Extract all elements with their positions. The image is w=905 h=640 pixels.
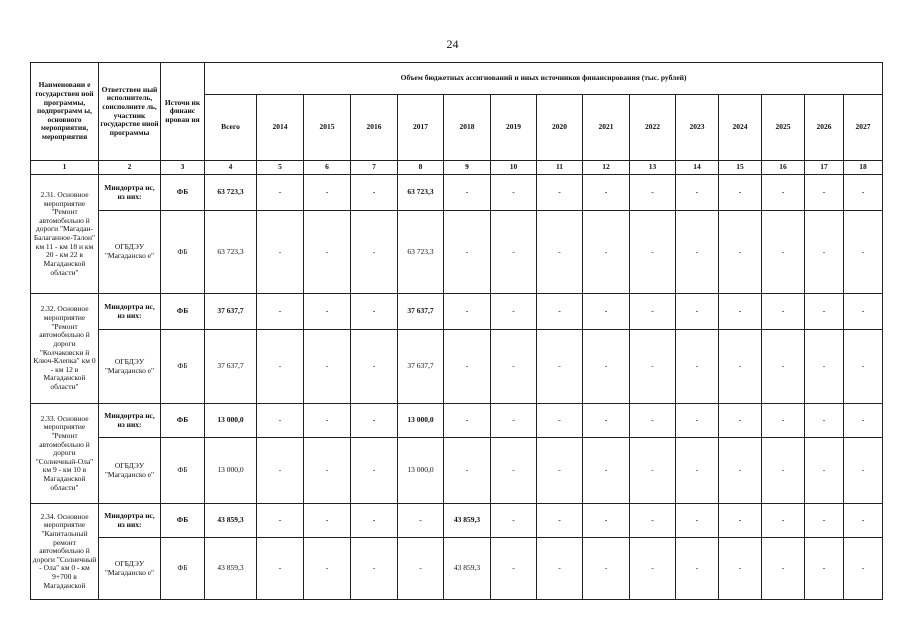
year-value-cell: - [719,330,762,404]
year-value-cell: - [719,175,762,211]
total-cell: 37 637,7 [205,294,257,330]
year-value-cell: - [676,504,719,538]
measure-name: 2.32. Основное мероприятие "Ремонт автомобильно й дороги "Колчаковски й Ключ-Клепка" км 0 - км 12 в Магаданской области" [31,294,99,404]
year-value-cell: - [719,211,762,294]
year-value-cell: - [583,175,630,211]
budget-table [30,62,883,600]
total-cell: 13 000,0 [205,404,257,438]
year-value-cell: - [257,211,304,294]
year-value-cell: - [805,404,844,438]
year-value-cell: - [583,330,630,404]
year-value-cell: - [762,294,805,330]
column-number: 5 [257,161,304,175]
source-cell: ФБ [161,211,205,294]
column-number: 9 [444,161,491,175]
year-value-cell: - [444,175,491,211]
header-year: 2016 [351,95,398,161]
header-year: 2021 [583,95,630,161]
year-value-cell: - [583,538,630,600]
total-cell: 43 859,3 [205,504,257,538]
year-value-cell: - [257,538,304,600]
header-name: Наименовани е государствен ной программы, подпрограмм ы, основного мероприятия, мероприятия [31,63,99,161]
year-value-cell: - [351,538,398,600]
column-number: 3 [161,161,205,175]
header-year: 2027 [844,95,883,161]
year-value-cell: 37 637,7 [398,294,444,330]
year-value-cell: - [491,175,537,211]
responsible-cell: Миндортра нс, из них: [99,175,161,211]
header-row [31,63,883,95]
year-value-cell: - [805,538,844,600]
year-value-cell: - [444,330,491,404]
source-cell: ФБ [161,404,205,438]
year-value-cell: - [583,438,630,504]
year-value-cell: - [491,211,537,294]
year-value-cell: - [844,211,883,294]
table-row-main [31,404,883,438]
year-value-cell: - [762,438,805,504]
year-value-cell: - [844,504,883,538]
year-value-cell: - [491,438,537,504]
responsible-cell: ОГБДЭУ "Магаданско е" [99,538,161,600]
year-value-cell: - [844,538,883,600]
column-number: 15 [719,161,762,175]
year-value-cell: - [762,330,805,404]
year-value-cell: - [630,330,676,404]
year-value-cell: - [676,294,719,330]
table-body [31,175,883,600]
year-value-cell: 13 000,0 [398,438,444,504]
year-value-cell: - [805,175,844,211]
responsible-cell: ОГБДЭУ "Магаданско е" [99,438,161,504]
responsible-cell: Миндортра нс, из них: [99,294,161,330]
year-value-cell: - [630,438,676,504]
header-responsible: Ответствен ный исполнитель, соисполните ль, участник государстве нной программы [99,63,161,161]
column-number: 17 [805,161,844,175]
year-value-cell: - [351,330,398,404]
year-value-cell: - [537,538,583,600]
source-cell: ФБ [161,538,205,600]
year-value-cell: - [257,504,304,538]
year-value-cell: - [719,294,762,330]
header-year: 2024 [719,95,762,161]
year-value-cell: - [351,438,398,504]
year-value-cell: - [491,294,537,330]
measure-name: 2.33. Основное мероприятие "Ремонт автомобильно й дороги "Солнечный-Ола" км 9 - км 10 в Магаданской области" [31,404,99,504]
year-value-cell: - [304,330,351,404]
year-value-cell: - [351,294,398,330]
year-value-cell: - [630,504,676,538]
year-value-cell: - [762,404,805,438]
year-value-cell: - [304,404,351,438]
year-value-cell: - [537,438,583,504]
header-year: 2020 [537,95,583,161]
year-value-cell: - [719,438,762,504]
source-cell: ФБ [161,438,205,504]
year-value-cell: - [844,175,883,211]
table-row-main [31,294,883,330]
year-value-cell: - [444,404,491,438]
year-value-cell: - [257,330,304,404]
source-cell: ФБ [161,504,205,538]
measure-name: 2.34. Основное мероприятие "Капитальный ремонт автомобильно й дороги "Солнечный - Ола" км 0 - км 9+700 в Магаданской [31,504,99,600]
table-row-sub [31,538,883,600]
header-year: 2015 [304,95,351,161]
header-source: Источн ик финанс ирован ия [161,63,205,161]
table-row-sub [31,438,883,504]
year-value-cell: - [537,211,583,294]
year-value-cell: - [257,404,304,438]
year-value-cell: - [257,175,304,211]
year-value-cell: - [537,294,583,330]
year-value-cell: - [444,294,491,330]
source-cell: ФБ [161,330,205,404]
responsible-cell: ОГБДЭУ "Магаданско е" [99,211,161,294]
year-value-cell: - [676,330,719,404]
year-value-cell: - [304,438,351,504]
year-value-cell: - [676,538,719,600]
table-row-main [31,504,883,538]
column-number: 7 [351,161,398,175]
header-total: Всего [205,95,257,161]
total-cell: 13 000,0 [205,438,257,504]
total-cell: 43 859,3 [205,538,257,600]
table-row-main [31,175,883,211]
column-number: 1 [31,161,99,175]
total-cell: 63 723,3 [205,211,257,294]
year-value-cell: - [805,330,844,404]
header-year: 2019 [491,95,537,161]
year-value-cell: - [676,404,719,438]
year-value-cell: - [719,404,762,438]
year-value-cell: - [257,294,304,330]
responsible-cell: Миндортра нс, из них: [99,504,161,538]
year-value-cell: - [676,175,719,211]
source-cell: ФБ [161,294,205,330]
year-value-cell: - [630,404,676,438]
header-volume: Объем бюджетных ассигнований и иных источников финансирования (тыс. рублей) [205,63,883,95]
header-year: 2022 [630,95,676,161]
total-cell: 37 637,7 [205,330,257,404]
year-value-cell: - [537,330,583,404]
column-number: 4 [205,161,257,175]
year-value-cell: - [844,330,883,404]
year-value-cell: - [630,538,676,600]
year-value-cell: - [304,504,351,538]
year-value-cell: - [537,404,583,438]
header-year: 2023 [676,95,719,161]
year-value-cell: - [630,175,676,211]
year-value-cell: - [844,438,883,504]
year-value-cell: - [537,504,583,538]
measure-name: 2.31. Основное мероприятие "Ремонт автомобильно й дороги "Магадан-Балаганное-Талон" км 11 - км 18 и км 20 - км 22 в Магаданской области" [31,175,99,294]
year-value-cell: - [762,504,805,538]
column-number: 18 [844,161,883,175]
column-number: 16 [762,161,805,175]
year-value-cell: - [351,404,398,438]
year-value-cell: 63 723,3 [398,211,444,294]
year-value-cell: - [805,438,844,504]
year-value-cell: - [844,294,883,330]
year-value-cell: - [676,211,719,294]
year-value-cell: - [583,211,630,294]
year-value-cell: - [491,538,537,600]
responsible-cell: Миндортра нс, из них: [99,404,161,438]
year-value-cell: - [491,404,537,438]
source-cell: ФБ [161,175,205,211]
column-number: 12 [583,161,630,175]
year-value-cell: - [719,504,762,538]
column-number: 14 [676,161,719,175]
year-value-cell: - [762,175,805,211]
year-value-cell: - [304,294,351,330]
column-number: 13 [630,161,676,175]
header-year: 2025 [762,95,805,161]
year-value-cell: - [491,504,537,538]
year-value-cell: - [762,538,805,600]
year-value-cell: - [537,175,583,211]
year-value-cell: - [304,211,351,294]
year-value-cell: - [583,404,630,438]
year-value-cell: - [583,504,630,538]
year-value-cell: - [491,330,537,404]
header-year: 2014 [257,95,304,161]
header-year: 2018 [444,95,491,161]
year-value-cell: - [351,175,398,211]
year-value-cell: - [351,504,398,538]
column-number: 11 [537,161,583,175]
page-number: 24 [446,37,459,51]
table-row-sub [31,211,883,294]
year-value-cell: - [583,294,630,330]
responsible-cell: ОГБДЭУ "Магаданско е" [99,330,161,404]
year-value-cell: 37 637,7 [398,330,444,404]
column-number: 10 [491,161,537,175]
year-value-cell: - [398,504,444,538]
year-value-cell: - [844,404,883,438]
year-value-cell: - [719,538,762,600]
header-year: 2026 [805,95,844,161]
year-value-cell: 43 859,3 [444,538,491,600]
year-value-cell: 13 000,0 [398,404,444,438]
year-value-cell: - [351,211,398,294]
year-value-cell: - [805,504,844,538]
column-number: 6 [304,161,351,175]
column-number: 8 [398,161,444,175]
year-value-cell: - [762,211,805,294]
header-year: 2017 [398,95,444,161]
year-value-cell: - [630,211,676,294]
column-number: 2 [99,161,161,175]
year-value-cell: 63 723,3 [398,175,444,211]
year-value-cell: - [805,294,844,330]
year-value-cell: - [304,175,351,211]
total-cell: 63 723,3 [205,175,257,211]
year-value-cell: - [444,211,491,294]
year-value-cell: - [304,538,351,600]
year-value-cell: - [630,294,676,330]
year-value-cell: - [444,438,491,504]
year-value-cell: - [398,538,444,600]
year-value-cell: - [257,438,304,504]
year-value-cell: 43 859,3 [444,504,491,538]
table-row-sub [31,330,883,404]
year-value-cell: - [805,211,844,294]
column-numbers-row [31,161,883,175]
year-value-cell: - [676,438,719,504]
